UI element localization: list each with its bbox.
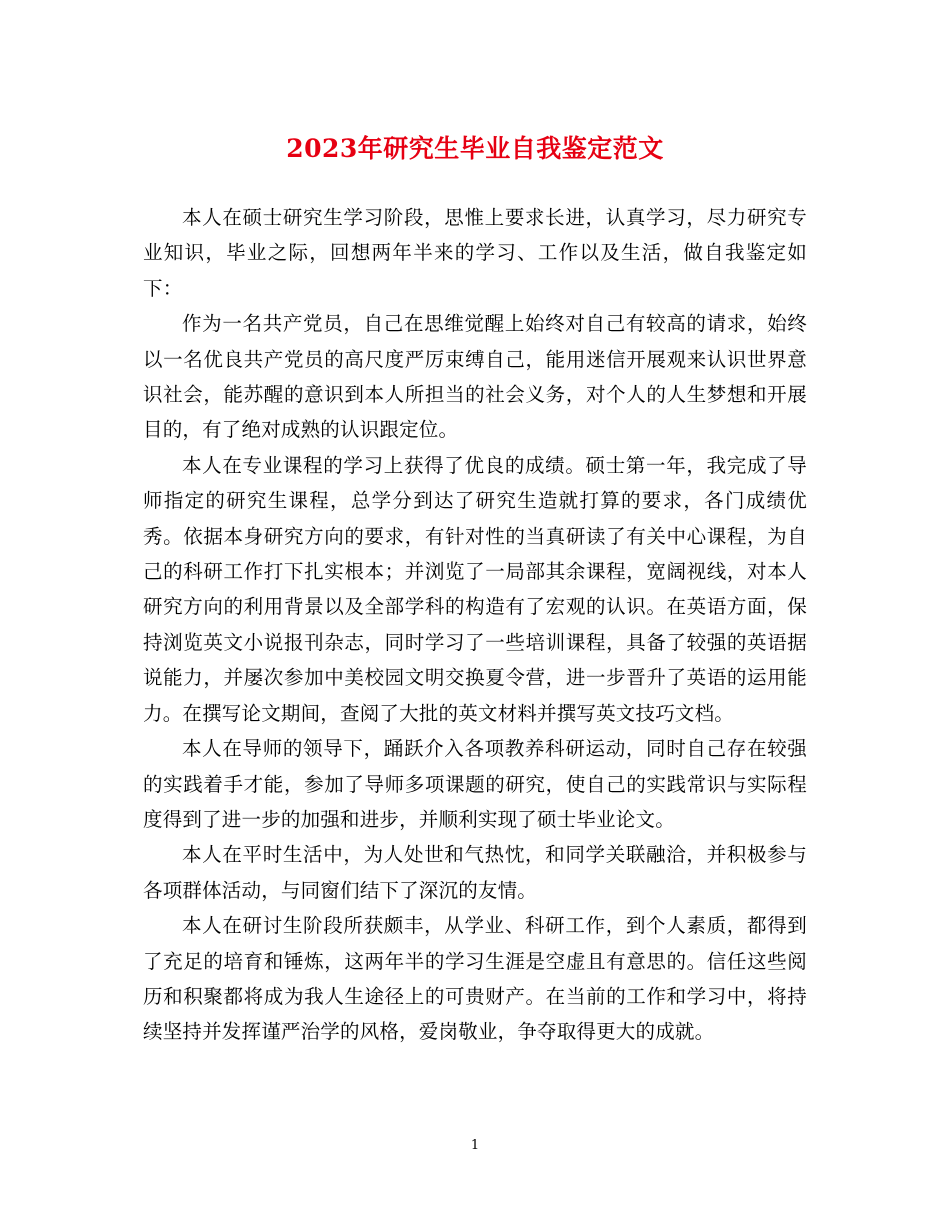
paragraph-conclusion: 本人在研讨生阶段所获颇丰，从学业、科研工作，到个人素质，都得到了充足的培育和锤炼，这两年半的学习生涯是空虚且有意思的。信任这些阅历和积聚都将成为我人生途径上的可贵财产。在当前的工作和学习中，将持续坚持并发挥谨严治学的风格，爱岗敬业，争夺取得更大的成就。 <box>143 914 807 1044</box>
paragraph-ideology: 作为一名共产党员，自己在思维觉醒上始终对自己有较高的请求，始终以一名优良共产党员的高尺度严厉束缚自己，能用迷信开展观来认识世界意识社会，能苏醒的意识到本人所担当的社会义务，对个人的人生梦想和开展目的，有了绝对成熟的认识跟定位。 <box>143 312 807 442</box>
paragraph-coursework: 本人在专业课程的学习上获得了优良的成绩。硕士第一年，我完成了导师指定的研究生课程，总学分到达了研究生造就打算的要求，各门成绩优秀。依据本身研究方向的要求，有针对性的当真研读了有关中心课程，为自己的科研工作打下扎实根本；并浏览了一局部其余课程，宽阔视线，对本人研究方向的利用背景以及全部学科的构造有了宏观的认识。在英语方面，保持浏览英文小说报刊杂志，同时学习了一些培训课程，具备了较强的英语据说能力，并屡次参加中美校园文明交换夏令营，进一步晋升了英语的运用能力。在撰写论文期间，查阅了大批的英文材料并撰写英文技巧文档。 <box>143 453 807 725</box>
paragraph-research: 本人在导师的领导下，踊跃介入各项教养科研运动，同时自己存在较强的实践着手才能，参加了导师多项课题的研究，使自己的实践常识与实际程度得到了进一步的加强和进步，并顺利实现了硕士毕业论文。 <box>143 737 807 831</box>
paragraph-intro: 本人在硕士研究生学习阶段，思惟上要求长进，认真学习，尽力研究专业知识，毕业之际，回想两年半来的学习、工作以及生活，做自我鉴定如下： <box>143 206 807 300</box>
document-body <box>143 200 807 1050</box>
paragraph-daily-life: 本人在平时生活中，为人处世和气热忱，和同学关联融洽，并积极参与各项群体活动，与同窗们结下了深沉的友情。 <box>143 843 807 902</box>
page-number: 1 <box>470 1138 480 1153</box>
document-title: 2023年研究生毕业自我鉴定范文 <box>286 134 664 163</box>
